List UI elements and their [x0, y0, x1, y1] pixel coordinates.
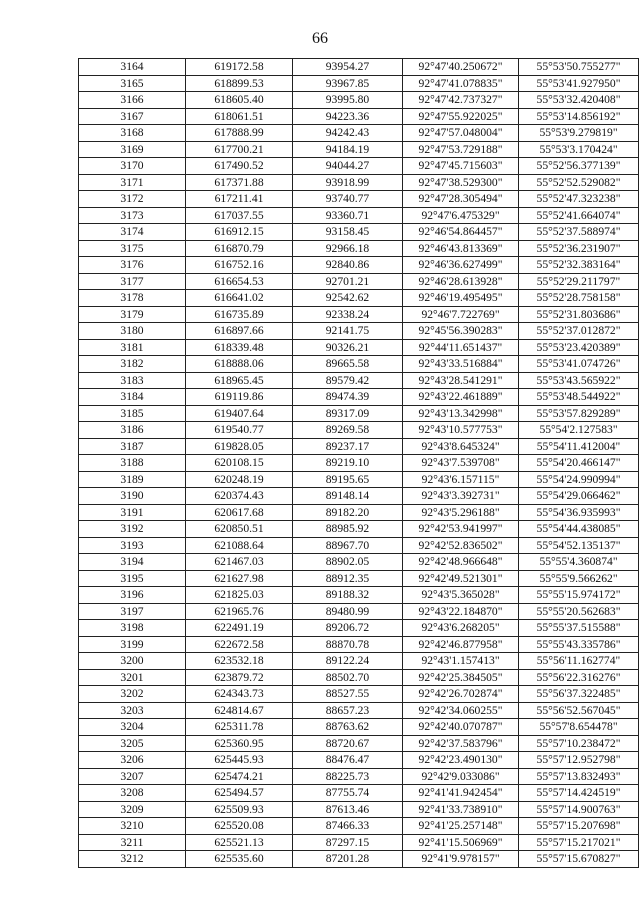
latitude-cell: 55°57'8.654478"	[519, 719, 639, 736]
y-coordinate-cell: 93158.45	[293, 224, 403, 241]
table-row	[79, 686, 639, 703]
latitude-cell: 55°57'14.424519"	[519, 785, 639, 802]
table-row	[79, 92, 639, 109]
x-coordinate-cell: 616870.79	[186, 240, 293, 257]
latitude-cell: 55°55'4.360874"	[519, 554, 639, 571]
x-coordinate-cell: 620850.51	[186, 521, 293, 538]
y-coordinate-cell: 89188.32	[293, 587, 403, 604]
y-coordinate-cell: 88225.73	[293, 768, 403, 785]
x-coordinate-cell: 619828.05	[186, 438, 293, 455]
latitude-cell: 55°57'15.217021"	[519, 834, 639, 851]
table-row	[79, 306, 639, 323]
longitude-cell: 92°46'7.722769"	[403, 306, 519, 323]
x-coordinate-cell: 625360.95	[186, 735, 293, 752]
table-row	[79, 801, 639, 818]
longitude-cell: 92°41'41.942454"	[403, 785, 519, 802]
point-number-cell: 3181	[79, 339, 186, 356]
longitude-cell: 92°42'37.583796"	[403, 735, 519, 752]
point-number-cell: 3201	[79, 669, 186, 686]
x-coordinate-cell: 623879.72	[186, 669, 293, 686]
table-row	[79, 653, 639, 670]
x-coordinate-cell: 621467.03	[186, 554, 293, 571]
latitude-cell: 55°54'52.135137"	[519, 537, 639, 554]
latitude-cell: 55°55'37.515588"	[519, 620, 639, 637]
table-row	[79, 570, 639, 587]
x-coordinate-cell: 616752.16	[186, 257, 293, 274]
table-row	[79, 752, 639, 769]
table-row	[79, 603, 639, 620]
x-coordinate-cell: 618339.48	[186, 339, 293, 356]
latitude-cell: 55°55'15.974172"	[519, 587, 639, 604]
longitude-cell: 92°42'52.836502"	[403, 537, 519, 554]
point-number-cell: 3188	[79, 455, 186, 472]
y-coordinate-cell: 89219.10	[293, 455, 403, 472]
table-row	[79, 207, 639, 224]
point-number-cell: 3179	[79, 306, 186, 323]
point-number-cell: 3190	[79, 488, 186, 505]
x-coordinate-cell: 618965.45	[186, 372, 293, 389]
y-coordinate-cell: 88902.05	[293, 554, 403, 571]
point-number-cell: 3182	[79, 356, 186, 373]
y-coordinate-cell: 88476.47	[293, 752, 403, 769]
latitude-cell: 55°56'37.322485"	[519, 686, 639, 703]
point-number-cell: 3177	[79, 273, 186, 290]
x-coordinate-cell: 625521.13	[186, 834, 293, 851]
latitude-cell: 55°55'43.335786"	[519, 636, 639, 653]
latitude-cell: 55°54'20.466147"	[519, 455, 639, 472]
longitude-cell: 92°45'56.390283"	[403, 323, 519, 340]
y-coordinate-cell: 89206.72	[293, 620, 403, 637]
x-coordinate-cell: 617700.21	[186, 141, 293, 158]
table-row	[79, 834, 639, 851]
longitude-cell: 92°42'48.966648"	[403, 554, 519, 571]
latitude-cell: 55°54'44.438085"	[519, 521, 639, 538]
x-coordinate-cell: 625311.78	[186, 719, 293, 736]
latitude-cell: 55°53'9.279819"	[519, 125, 639, 142]
x-coordinate-cell: 622491.19	[186, 620, 293, 637]
point-number-cell: 3164	[79, 59, 186, 76]
longitude-cell: 92°42'25.384505"	[403, 669, 519, 686]
point-number-cell: 3176	[79, 257, 186, 274]
y-coordinate-cell: 87201.28	[293, 851, 403, 868]
coordinates-table-body	[79, 59, 639, 868]
longitude-cell: 92°43'3.392731"	[403, 488, 519, 505]
x-coordinate-cell: 624343.73	[186, 686, 293, 703]
x-coordinate-cell: 618888.06	[186, 356, 293, 373]
point-number-cell: 3193	[79, 537, 186, 554]
table-row	[79, 669, 639, 686]
table-row	[79, 785, 639, 802]
longitude-cell: 92°41'15.506969"	[403, 834, 519, 851]
latitude-cell: 55°53'14.856192"	[519, 108, 639, 125]
table-row	[79, 75, 639, 92]
longitude-cell: 92°47'55.922025"	[403, 108, 519, 125]
latitude-cell: 55°56'52.567045"	[519, 702, 639, 719]
point-number-cell: 3184	[79, 389, 186, 406]
longitude-cell: 92°43'10.577753"	[403, 422, 519, 439]
y-coordinate-cell: 94184.19	[293, 141, 403, 158]
table-row	[79, 59, 639, 76]
y-coordinate-cell: 88967.70	[293, 537, 403, 554]
point-number-cell: 3180	[79, 323, 186, 340]
point-number-cell: 3210	[79, 818, 186, 835]
x-coordinate-cell: 621965.76	[186, 603, 293, 620]
table-row	[79, 405, 639, 422]
table-row	[79, 488, 639, 505]
point-number-cell: 3198	[79, 620, 186, 637]
longitude-cell: 92°47'6.475329"	[403, 207, 519, 224]
latitude-cell: 55°52'37.588974"	[519, 224, 639, 241]
y-coordinate-cell: 88527.55	[293, 686, 403, 703]
latitude-cell: 55°54'24.990994"	[519, 471, 639, 488]
y-coordinate-cell: 89195.65	[293, 471, 403, 488]
x-coordinate-cell: 620617.68	[186, 504, 293, 521]
latitude-cell: 55°55'9.566262"	[519, 570, 639, 587]
table-row	[79, 372, 639, 389]
table-row	[79, 587, 639, 604]
longitude-cell: 92°47'41.078835"	[403, 75, 519, 92]
table-row	[79, 455, 639, 472]
x-coordinate-cell: 621825.03	[186, 587, 293, 604]
point-number-cell: 3196	[79, 587, 186, 604]
longitude-cell: 92°43'7.539708"	[403, 455, 519, 472]
x-coordinate-cell: 622672.58	[186, 636, 293, 653]
point-number-cell: 3200	[79, 653, 186, 670]
latitude-cell: 55°54'2.127583"	[519, 422, 639, 439]
longitude-cell: 92°46'43.813369"	[403, 240, 519, 257]
x-coordinate-cell: 616654.53	[186, 273, 293, 290]
y-coordinate-cell: 87466.33	[293, 818, 403, 835]
longitude-cell: 92°43'33.516884"	[403, 356, 519, 373]
table-row	[79, 191, 639, 208]
y-coordinate-cell: 88985.92	[293, 521, 403, 538]
y-coordinate-cell: 94242.43	[293, 125, 403, 142]
table-row	[79, 257, 639, 274]
point-number-cell: 3178	[79, 290, 186, 307]
latitude-cell: 55°54'11.412004"	[519, 438, 639, 455]
longitude-cell: 92°41'25.257148"	[403, 818, 519, 835]
latitude-cell: 55°54'36.935993"	[519, 504, 639, 521]
longitude-cell: 92°46'28.613928"	[403, 273, 519, 290]
point-number-cell: 3207	[79, 768, 186, 785]
longitude-cell: 92°43'5.296188"	[403, 504, 519, 521]
y-coordinate-cell: 89474.39	[293, 389, 403, 406]
table-row	[79, 240, 639, 257]
x-coordinate-cell: 618899.53	[186, 75, 293, 92]
longitude-cell: 92°43'22.184870"	[403, 603, 519, 620]
point-number-cell: 3185	[79, 405, 186, 422]
table-row	[79, 158, 639, 175]
point-number-cell: 3173	[79, 207, 186, 224]
latitude-cell: 55°53'48.544922"	[519, 389, 639, 406]
x-coordinate-cell: 619119.86	[186, 389, 293, 406]
point-number-cell: 3202	[79, 686, 186, 703]
y-coordinate-cell: 92141.75	[293, 323, 403, 340]
y-coordinate-cell: 92966.18	[293, 240, 403, 257]
latitude-cell: 55°52'29.211797"	[519, 273, 639, 290]
y-coordinate-cell: 94044.27	[293, 158, 403, 175]
table-row	[79, 389, 639, 406]
latitude-cell: 55°56'11.162774"	[519, 653, 639, 670]
y-coordinate-cell: 93740.77	[293, 191, 403, 208]
latitude-cell: 55°52'31.803686"	[519, 306, 639, 323]
x-coordinate-cell: 621088.64	[186, 537, 293, 554]
longitude-cell: 92°44'11.651437"	[403, 339, 519, 356]
y-coordinate-cell: 89237.17	[293, 438, 403, 455]
y-coordinate-cell: 88657.23	[293, 702, 403, 719]
table-row	[79, 125, 639, 142]
latitude-cell: 55°55'20.562683"	[519, 603, 639, 620]
latitude-cell: 55°57'15.207698"	[519, 818, 639, 835]
x-coordinate-cell: 619172.58	[186, 59, 293, 76]
x-coordinate-cell: 624814.67	[186, 702, 293, 719]
table-row	[79, 471, 639, 488]
point-number-cell: 3191	[79, 504, 186, 521]
latitude-cell: 55°52'28.758158"	[519, 290, 639, 307]
x-coordinate-cell: 619540.77	[186, 422, 293, 439]
point-number-cell: 3172	[79, 191, 186, 208]
longitude-cell: 92°43'8.645324"	[403, 438, 519, 455]
y-coordinate-cell: 92701.21	[293, 273, 403, 290]
longitude-cell: 92°42'40.070787"	[403, 719, 519, 736]
table-row	[79, 636, 639, 653]
point-number-cell: 3167	[79, 108, 186, 125]
page-number: 66	[312, 30, 328, 47]
y-coordinate-cell: 93918.99	[293, 174, 403, 191]
latitude-cell: 55°52'41.664074"	[519, 207, 639, 224]
longitude-cell: 92°42'46.877958"	[403, 636, 519, 653]
longitude-cell: 92°47'53.729188"	[403, 141, 519, 158]
longitude-cell: 92°46'54.864457"	[403, 224, 519, 241]
table-row	[79, 174, 639, 191]
longitude-cell: 92°47'45.715603"	[403, 158, 519, 175]
longitude-cell: 92°42'9.033086"	[403, 768, 519, 785]
latitude-cell: 55°52'36.231907"	[519, 240, 639, 257]
table-row	[79, 818, 639, 835]
point-number-cell: 3183	[79, 372, 186, 389]
longitude-cell: 92°43'5.365028"	[403, 587, 519, 604]
point-number-cell: 3168	[79, 125, 186, 142]
table-row	[79, 273, 639, 290]
longitude-cell: 92°47'28.305494"	[403, 191, 519, 208]
point-number-cell: 3171	[79, 174, 186, 191]
point-number-cell: 3206	[79, 752, 186, 769]
point-number-cell: 3199	[79, 636, 186, 653]
point-number-cell: 3169	[79, 141, 186, 158]
x-coordinate-cell: 623532.18	[186, 653, 293, 670]
point-number-cell: 3209	[79, 801, 186, 818]
latitude-cell: 55°52'37.012872"	[519, 323, 639, 340]
y-coordinate-cell: 93995.80	[293, 92, 403, 109]
y-coordinate-cell: 89480.99	[293, 603, 403, 620]
latitude-cell: 55°53'43.565922"	[519, 372, 639, 389]
point-number-cell: 3166	[79, 92, 186, 109]
x-coordinate-cell: 617037.55	[186, 207, 293, 224]
y-coordinate-cell: 92338.24	[293, 306, 403, 323]
point-number-cell: 3208	[79, 785, 186, 802]
longitude-cell: 92°42'23.490130"	[403, 752, 519, 769]
y-coordinate-cell: 87613.46	[293, 801, 403, 818]
y-coordinate-cell: 93967.85	[293, 75, 403, 92]
longitude-cell: 92°41'9.978157"	[403, 851, 519, 868]
y-coordinate-cell: 89122.24	[293, 653, 403, 670]
x-coordinate-cell: 620374.43	[186, 488, 293, 505]
longitude-cell: 92°43'13.342998"	[403, 405, 519, 422]
longitude-cell: 92°43'22.461889"	[403, 389, 519, 406]
x-coordinate-cell: 616912.15	[186, 224, 293, 241]
y-coordinate-cell: 89148.14	[293, 488, 403, 505]
x-coordinate-cell: 617490.52	[186, 158, 293, 175]
y-coordinate-cell: 87297.15	[293, 834, 403, 851]
y-coordinate-cell: 88870.78	[293, 636, 403, 653]
table-row	[79, 323, 639, 340]
x-coordinate-cell: 625520.08	[186, 818, 293, 835]
longitude-cell: 92°47'40.250672"	[403, 59, 519, 76]
x-coordinate-cell: 625535.60	[186, 851, 293, 868]
y-coordinate-cell: 88502.70	[293, 669, 403, 686]
latitude-cell: 55°54'29.066462"	[519, 488, 639, 505]
point-number-cell: 3165	[79, 75, 186, 92]
latitude-cell: 55°53'57.829289"	[519, 405, 639, 422]
latitude-cell: 55°52'52.529082"	[519, 174, 639, 191]
table-row	[79, 702, 639, 719]
point-number-cell: 3175	[79, 240, 186, 257]
x-coordinate-cell: 618605.40	[186, 92, 293, 109]
longitude-cell: 92°42'49.521301"	[403, 570, 519, 587]
y-coordinate-cell: 93360.71	[293, 207, 403, 224]
table-row	[79, 620, 639, 637]
latitude-cell: 55°53'41.927950"	[519, 75, 639, 92]
point-number-cell: 3195	[79, 570, 186, 587]
latitude-cell: 55°52'56.377139"	[519, 158, 639, 175]
latitude-cell: 55°57'14.900763"	[519, 801, 639, 818]
point-number-cell: 3186	[79, 422, 186, 439]
x-coordinate-cell: 617888.99	[186, 125, 293, 142]
table-row	[79, 719, 639, 736]
point-number-cell: 3203	[79, 702, 186, 719]
longitude-cell: 92°43'6.157115"	[403, 471, 519, 488]
latitude-cell: 55°53'23.420389"	[519, 339, 639, 356]
latitude-cell: 55°53'50.755277"	[519, 59, 639, 76]
latitude-cell: 55°52'47.323238"	[519, 191, 639, 208]
coordinates-table	[78, 58, 639, 868]
table-row	[79, 339, 639, 356]
y-coordinate-cell: 88763.62	[293, 719, 403, 736]
point-number-cell: 3205	[79, 735, 186, 752]
x-coordinate-cell: 617211.41	[186, 191, 293, 208]
x-coordinate-cell: 625474.21	[186, 768, 293, 785]
latitude-cell: 55°57'12.952798"	[519, 752, 639, 769]
table-row	[79, 537, 639, 554]
x-coordinate-cell: 625445.93	[186, 752, 293, 769]
y-coordinate-cell: 89182.20	[293, 504, 403, 521]
table-row	[79, 768, 639, 785]
y-coordinate-cell: 92840.86	[293, 257, 403, 274]
table-row	[79, 224, 639, 241]
point-number-cell: 3211	[79, 834, 186, 851]
table-row	[79, 438, 639, 455]
y-coordinate-cell: 90326.21	[293, 339, 403, 356]
latitude-cell: 55°52'32.383164"	[519, 257, 639, 274]
point-number-cell: 3197	[79, 603, 186, 620]
y-coordinate-cell: 93954.27	[293, 59, 403, 76]
point-number-cell: 3194	[79, 554, 186, 571]
x-coordinate-cell: 616641.02	[186, 290, 293, 307]
table-row	[79, 422, 639, 439]
latitude-cell: 55°57'15.670827"	[519, 851, 639, 868]
y-coordinate-cell: 92542.62	[293, 290, 403, 307]
longitude-cell: 92°43'6.268205"	[403, 620, 519, 637]
table-row	[79, 521, 639, 538]
longitude-cell: 92°42'53.941997"	[403, 521, 519, 538]
table-row	[79, 851, 639, 868]
point-number-cell: 3204	[79, 719, 186, 736]
y-coordinate-cell: 89269.58	[293, 422, 403, 439]
y-coordinate-cell: 89579.42	[293, 372, 403, 389]
x-coordinate-cell: 620248.19	[186, 471, 293, 488]
x-coordinate-cell: 621627.98	[186, 570, 293, 587]
y-coordinate-cell: 87755.74	[293, 785, 403, 802]
point-number-cell: 3170	[79, 158, 186, 175]
longitude-cell: 92°42'34.060255"	[403, 702, 519, 719]
x-coordinate-cell: 616735.89	[186, 306, 293, 323]
longitude-cell: 92°47'38.529300"	[403, 174, 519, 191]
longitude-cell: 92°41'33.738910"	[403, 801, 519, 818]
point-number-cell: 3187	[79, 438, 186, 455]
table-row	[79, 504, 639, 521]
longitude-cell: 92°46'36.627499"	[403, 257, 519, 274]
table-row	[79, 554, 639, 571]
y-coordinate-cell: 89317.09	[293, 405, 403, 422]
latitude-cell: 55°53'41.074726"	[519, 356, 639, 373]
point-number-cell: 3192	[79, 521, 186, 538]
longitude-cell: 92°46'19.495495"	[403, 290, 519, 307]
x-coordinate-cell: 619407.64	[186, 405, 293, 422]
table-row	[79, 108, 639, 125]
point-number-cell: 3174	[79, 224, 186, 241]
latitude-cell: 55°57'10.238472"	[519, 735, 639, 752]
longitude-cell: 92°43'1.157413"	[403, 653, 519, 670]
x-coordinate-cell: 617371.88	[186, 174, 293, 191]
longitude-cell: 92°43'28.541291"	[403, 372, 519, 389]
x-coordinate-cell: 625494.57	[186, 785, 293, 802]
x-coordinate-cell: 620108.15	[186, 455, 293, 472]
longitude-cell: 92°42'26.702874"	[403, 686, 519, 703]
table-row	[79, 290, 639, 307]
table-row	[79, 356, 639, 373]
x-coordinate-cell: 625509.93	[186, 801, 293, 818]
y-coordinate-cell: 89665.58	[293, 356, 403, 373]
latitude-cell: 55°53'3.170424"	[519, 141, 639, 158]
latitude-cell: 55°53'32.420408"	[519, 92, 639, 109]
latitude-cell: 55°57'13.832493"	[519, 768, 639, 785]
y-coordinate-cell: 88720.67	[293, 735, 403, 752]
x-coordinate-cell: 618061.51	[186, 108, 293, 125]
point-number-cell: 3189	[79, 471, 186, 488]
table-row	[79, 735, 639, 752]
x-coordinate-cell: 616897.66	[186, 323, 293, 340]
longitude-cell: 92°47'42.737327"	[403, 92, 519, 109]
y-coordinate-cell: 88912.35	[293, 570, 403, 587]
point-number-cell: 3212	[79, 851, 186, 868]
longitude-cell: 92°47'57.048004"	[403, 125, 519, 142]
latitude-cell: 55°56'22.316276"	[519, 669, 639, 686]
y-coordinate-cell: 94223.36	[293, 108, 403, 125]
table-row	[79, 141, 639, 158]
